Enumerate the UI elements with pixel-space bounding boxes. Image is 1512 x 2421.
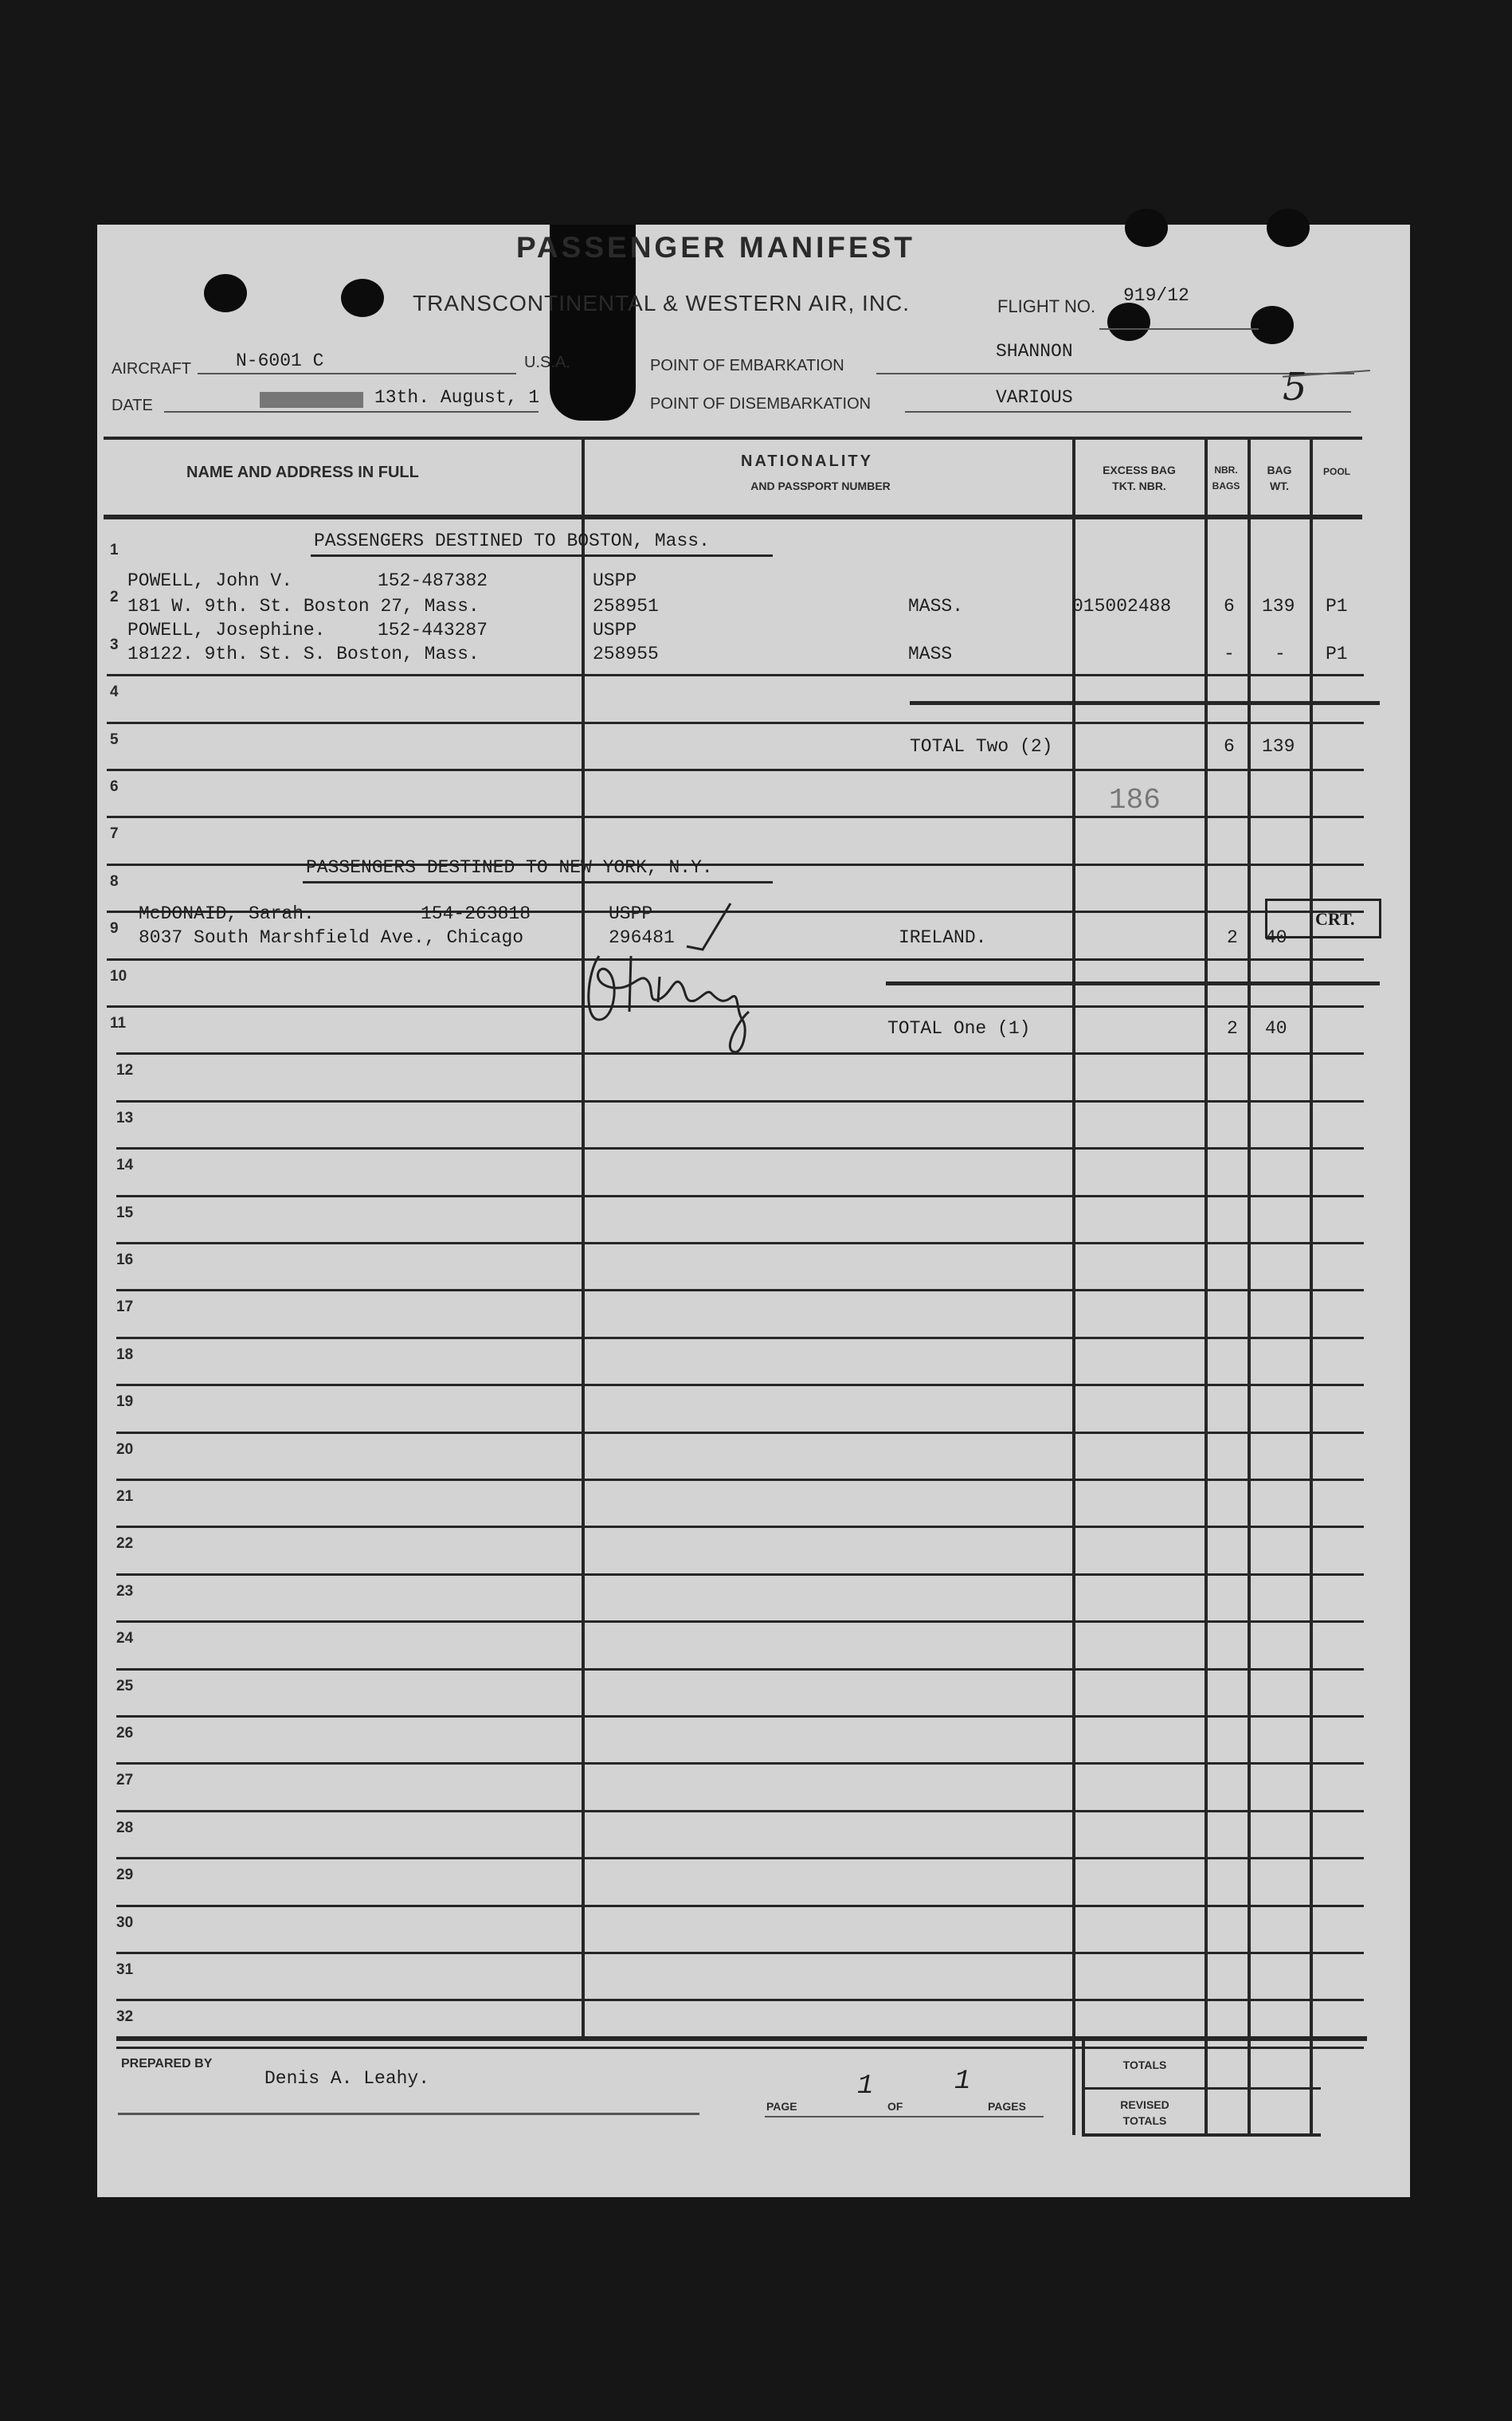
col-passport-header: AND PASSPORT NUMBER xyxy=(750,480,891,492)
disembark-label: POINT OF DISEMBARKATION xyxy=(650,395,872,413)
p2-pool: P1 xyxy=(1326,644,1348,664)
row-number-26: 26 xyxy=(116,1725,134,1741)
p1-destination: MASS. xyxy=(908,596,964,617)
newyork-total-rule xyxy=(886,981,1380,985)
table-header-rule xyxy=(104,515,1362,519)
boston-total-rule xyxy=(910,701,1380,705)
row-number-14: 14 xyxy=(116,1157,134,1174)
boston-heading-underline xyxy=(311,554,773,557)
row-number-16: 16 xyxy=(116,1252,134,1268)
date-value: 13th. August, 1 xyxy=(374,387,540,408)
boston-total-weight: 139 xyxy=(1262,736,1295,757)
nbr-line1: NBR. xyxy=(1214,464,1238,476)
p1-bags: 6 xyxy=(1224,596,1235,617)
row-number-7: 7 xyxy=(110,825,119,843)
row-rule xyxy=(116,2047,1364,2049)
signature xyxy=(583,900,790,1060)
prepared-by-line xyxy=(118,2113,699,2115)
row-number-12: 12 xyxy=(116,1062,134,1079)
row-rule xyxy=(107,722,1364,724)
page-total: 1 xyxy=(954,2066,971,2097)
p2-address: 18122. 9th. St. S. Boston, Mass. xyxy=(127,644,480,664)
company-name: TRANSCONTINENTAL & WESTERN AIR, INC. xyxy=(413,291,911,315)
wt-line2: WT. xyxy=(1269,480,1290,492)
p1-passport: 258951 xyxy=(593,596,659,617)
p1-ticket: 015002488 xyxy=(1072,596,1172,617)
col-name-header: NAME AND ADDRESS IN FULL xyxy=(186,464,419,481)
newyork-total-label: TOTAL One (1) xyxy=(887,1018,1031,1039)
usa-label: U.S.A. xyxy=(524,354,570,371)
struck-out-text xyxy=(260,392,363,408)
row-rule xyxy=(107,816,1364,818)
boston-total-bags: 6 xyxy=(1224,736,1235,757)
row-number-20: 20 xyxy=(116,1440,134,1458)
page-line xyxy=(765,2116,1044,2117)
row-rule xyxy=(116,1905,1364,1907)
embark-label: POINT OF EMBARKATION xyxy=(650,357,844,374)
wt-line1: BAG xyxy=(1267,464,1292,476)
row-number-28: 28 xyxy=(116,1819,134,1836)
p1-id: 152-487382 xyxy=(378,570,488,591)
stamp-text: CRT. xyxy=(1315,909,1355,929)
totals-label: TOTALS xyxy=(1122,2059,1167,2071)
row-rule xyxy=(116,1100,1364,1103)
p1-pool: P1 xyxy=(1326,596,1348,617)
revised-totals-label xyxy=(1085,2097,1205,2129)
flight-line xyxy=(1099,328,1259,330)
row-number-27: 27 xyxy=(116,1772,134,1789)
row-number-13: 13 xyxy=(116,1109,134,1126)
col-divider-nbr xyxy=(1205,438,1208,2135)
ny-p1-id: 154-263818 xyxy=(421,903,531,924)
row-number-25: 25 xyxy=(116,1677,134,1694)
row-number-1: 1 xyxy=(110,542,119,558)
row-rule xyxy=(116,1479,1364,1481)
row-number-30: 30 xyxy=(116,1914,134,1931)
row-rule xyxy=(116,1289,1364,1291)
row-number-23: 23 xyxy=(116,1582,134,1600)
certified-stamp xyxy=(1265,899,1381,938)
row-rule xyxy=(116,1810,1364,1812)
boston-heading: PASSENGERS DESTINED TO BOSTON, Mass. xyxy=(314,531,710,551)
ny-p1-address: 8037 South Marshfield Ave., Chicago xyxy=(139,927,524,948)
row-number-18: 18 xyxy=(116,1346,134,1363)
of-label: OF xyxy=(887,2100,903,2113)
row-rule xyxy=(116,1952,1364,1954)
row-rule xyxy=(107,864,1364,866)
aircraft-value: N-6001 C xyxy=(236,351,324,371)
row-number-2: 2 xyxy=(110,589,119,606)
ny-p1-weight: 40 xyxy=(1265,927,1287,948)
col-divider-pool xyxy=(1310,438,1313,2135)
disembark-value: VARIOUS xyxy=(996,387,1073,408)
table-top-rule xyxy=(104,437,1362,440)
row-number-24: 24 xyxy=(116,1630,134,1647)
row-rule xyxy=(116,1668,1364,1671)
col-excess-header xyxy=(1077,462,1201,494)
prepared-by-label: PREPARED BY xyxy=(121,2057,213,2070)
punch-hole xyxy=(1125,209,1168,247)
row-number-17: 17 xyxy=(116,1299,134,1316)
row-rule xyxy=(116,1999,1364,2001)
row-rule xyxy=(116,1432,1364,1434)
aircraft-line xyxy=(198,373,516,374)
row-number-31: 31 xyxy=(116,1961,134,1978)
excess-line1: EXCESS BAG xyxy=(1103,464,1176,476)
p1-weight: 139 xyxy=(1262,596,1295,617)
boston-note: 186 xyxy=(1109,784,1161,817)
p2-passport: 258955 xyxy=(593,644,659,664)
date-label: DATE xyxy=(112,397,153,414)
row-rule xyxy=(116,1620,1364,1623)
row-number-19: 19 xyxy=(116,1393,134,1411)
totals-box-mid xyxy=(1082,2087,1321,2090)
ny-p1-passport: 296481 xyxy=(609,927,675,948)
date-line xyxy=(164,411,539,413)
p1-nationality: USPP xyxy=(593,570,637,591)
row-rule xyxy=(116,1715,1364,1718)
row-number-3: 3 xyxy=(110,636,119,653)
col-pool-header: POOL xyxy=(1322,466,1350,477)
row-number-5: 5 xyxy=(110,731,119,748)
row-rule xyxy=(116,1526,1364,1528)
newyork-heading: PASSENGERS DESTINED TO NEW YORK, N.Y. xyxy=(306,857,713,878)
disembark-line xyxy=(905,411,1351,413)
newyork-total-bags: 2 xyxy=(1227,1018,1238,1039)
row-rule xyxy=(116,1573,1364,1576)
row-number-6: 6 xyxy=(110,778,119,795)
col-nbr-header xyxy=(1206,462,1246,494)
ny-p1-nationality: USPP xyxy=(609,903,653,924)
row-rule xyxy=(116,1762,1364,1765)
p2-name: POWELL, Josephine. xyxy=(127,620,326,641)
revised-line1: REVISED xyxy=(1120,2098,1169,2111)
flight-number: 919/12 xyxy=(1123,285,1189,306)
pages-label: PAGES xyxy=(988,2100,1026,2113)
ny-p1-bags: 2 xyxy=(1227,927,1238,948)
row-rule xyxy=(116,1147,1364,1150)
col-wt-header xyxy=(1251,462,1308,494)
row-rule xyxy=(116,1384,1364,1386)
col-nationality-header: NATIONALITY xyxy=(741,452,873,470)
col-divider-excess xyxy=(1072,438,1075,2135)
newyork-total-weight: 40 xyxy=(1265,1018,1287,1039)
ny-p1-name: McDONAID, Sarah. xyxy=(139,903,315,924)
row-number-9: 9 xyxy=(110,920,119,938)
row-number-29: 29 xyxy=(116,1867,134,1884)
page-mark: 5 xyxy=(1283,365,1307,409)
newyork-heading-underline xyxy=(303,881,773,883)
revised-line2: TOTALS xyxy=(1122,2114,1167,2127)
ny-p1-destination: IRELAND. xyxy=(899,927,987,948)
p2-id: 152-443287 xyxy=(378,620,488,641)
prepared-by-value: Denis A. Leahy. xyxy=(264,2068,430,2089)
p1-address: 181 W. 9th. St. Boston 27, Mass. xyxy=(127,596,480,617)
row-number-21: 21 xyxy=(116,1488,134,1505)
excess-line2: TKT. NBR. xyxy=(1112,480,1166,492)
footer-top-rule xyxy=(116,2036,1367,2041)
row-rule xyxy=(116,1337,1364,1339)
aircraft-label: AIRCRAFT xyxy=(112,360,191,378)
col-divider-wt xyxy=(1248,438,1251,2135)
p2-weight: - xyxy=(1275,644,1286,664)
manifest-title: PASSENGER MANIFEST xyxy=(516,231,915,264)
punch-hole xyxy=(1251,306,1294,344)
punch-hole xyxy=(1267,209,1310,247)
page-label: PAGE xyxy=(766,2100,797,2113)
punch-hole xyxy=(341,279,384,317)
p2-bags: - xyxy=(1224,644,1235,664)
row-rule xyxy=(107,769,1364,771)
flight-label: FLIGHT NO. xyxy=(997,296,1096,316)
punch-hole xyxy=(204,274,247,312)
col-divider-name xyxy=(582,438,585,2036)
p2-destination: MASS xyxy=(908,644,953,664)
embark-value: SHANNON xyxy=(996,341,1073,362)
nbr-line2: BAGS xyxy=(1212,480,1240,492)
punch-hole xyxy=(1107,303,1150,341)
row-rule xyxy=(116,1242,1364,1244)
boston-total-label: TOTAL Two (2) xyxy=(910,736,1053,757)
row-number-4: 4 xyxy=(110,684,119,701)
row-number-11: 11 xyxy=(110,1015,127,1032)
p1-name: POWELL, John V. xyxy=(127,570,293,591)
row-number-32: 32 xyxy=(116,2008,134,2026)
totals-box-bottom xyxy=(1082,2133,1321,2137)
page-number: 1 xyxy=(857,2071,874,2102)
p2-nationality: USPP xyxy=(593,620,637,641)
row-number-15: 15 xyxy=(116,1204,134,1221)
row-rule xyxy=(116,1195,1364,1197)
row-number-10: 10 xyxy=(110,967,127,985)
manifest-sheet xyxy=(97,225,1410,2197)
row-rule xyxy=(107,674,1364,676)
row-number-8: 8 xyxy=(110,872,119,890)
row-number-22: 22 xyxy=(116,1535,134,1553)
row-rule xyxy=(116,1857,1364,1859)
